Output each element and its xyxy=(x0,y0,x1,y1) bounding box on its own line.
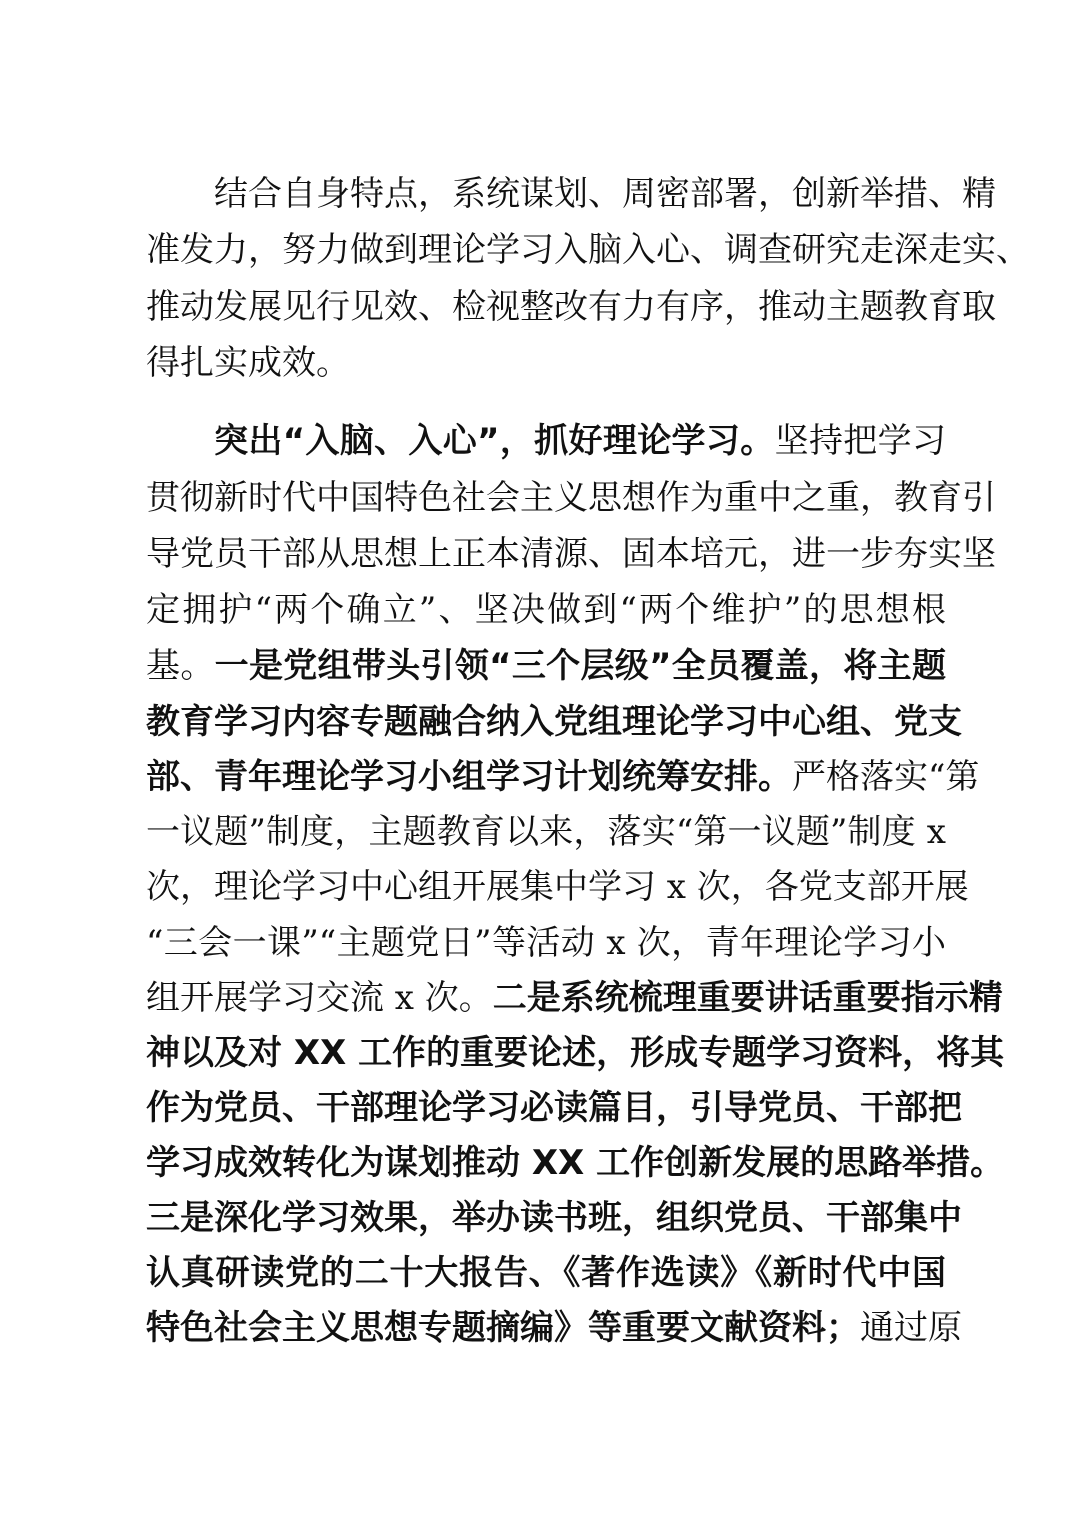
text-line-17: 作为党员、干部理论学习必读篇目，引导党员、干部把 xyxy=(146,1088,962,1128)
text-line-19: 三是深化学习效果，举办读书班，组织党员、干部集中 xyxy=(146,1198,962,1238)
text-line-7: 导党员干部从思想上正本清源、固本培元，进一步夯实坚 xyxy=(146,534,996,574)
text-line-21: 特色社会主义思想专题摘编》等重要文献资料；通过原 xyxy=(146,1308,962,1348)
text-line-20: 认真研读党的二十大报告、《著作选读》《新时代中国 xyxy=(146,1253,946,1293)
text-line-9: 基。一是党组带头引领“三个层级”全员覆盖，将主题 xyxy=(146,646,946,686)
text-line-1: 结合自身特点，系统谋划、周密部署，创新举措、精 xyxy=(214,174,996,214)
text-line-16: 神以及对 XX 工作的重要论述，形成专题学习资料，将其 xyxy=(146,1033,1005,1073)
text-line-8: 定拥护“两个确立”、坚决做到“两个维护”的思想根 xyxy=(146,590,946,630)
text-line-13: 次，理论学习中心组开展集中学习 x 次，各党支部开展 xyxy=(146,867,969,907)
text-line-18: 学习成效转化为谋划推动 XX 工作创新发展的思路举措。 xyxy=(146,1143,1005,1183)
text-line-2: 准发力，努力做到理论学习入脑入心、调查研究走深走实、 xyxy=(146,230,1030,270)
text-line-14: “三会一课”“主题党日”等活动 x 次，青年理论学习小 xyxy=(146,923,946,963)
text-line-10: 教育学习内容专题融合纳入党组理论学习中心组、党支 xyxy=(146,702,962,742)
section-heading: 突出“入脑、入心”，抓好理论学习。 xyxy=(214,421,775,461)
text-line-15: 组开展学习交流 x 次。二是系统梳理重要讲话重要指示精 xyxy=(146,978,1003,1018)
text-line-4: 得扎实成效。 xyxy=(146,343,350,383)
text-line-11: 部、青年理论学习小组学习计划统筹安排。严格落实“第 xyxy=(146,757,980,797)
text-line-5: 突出“入脑、入心”，抓好理论学习。坚持把学习 xyxy=(214,421,946,461)
text-line-6: 贯彻新时代中国特色社会主义思想作为重中之重，教育引 xyxy=(146,478,996,518)
text-line-3: 推动发展见行见效、检视整改有力有序，推动主题教育取 xyxy=(146,287,996,327)
text-line-12: 一议题”制度，主题教育以来，落实“第一议题”制度 x xyxy=(146,812,946,852)
